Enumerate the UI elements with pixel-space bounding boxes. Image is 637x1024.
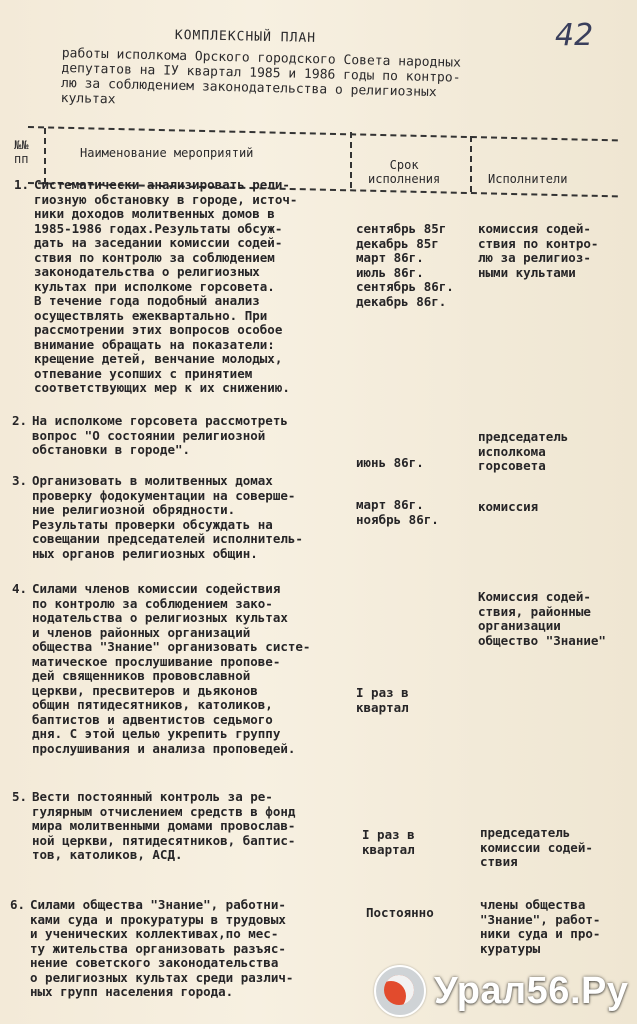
header-divider-1 [44, 128, 46, 184]
watermark-text: Урал56.Ру [434, 969, 629, 1012]
row-executors: комиссия [478, 499, 539, 514]
header-term: Срок исполнения [368, 158, 441, 186]
row-text: Систематически анализировать рели- гиозную обстановку в городе, источ- ники доходов молитвенных домов в 1985-1986 годах.Результаты обсуж- дать на заседании комиссии содей- ствия по контролю за соблюдением законодательства о религиозных культах при исполкоме горсовета. В течение года подобный анализ осуществлять ежеквартально. При рассмотрении этих вопросов особое внимание обращать на показатели: крещение детей, венчание молодых, отпевание усопших с принятием соответствующих мер к их снижению. [34, 177, 298, 395]
row-text: Организовать в молитвенных домах проверку фодокументации на соверше- ние религиозной обрядности. Результаты проверки обсуждать на совещании председателей исполнитель- ных органов религиозных общин. [32, 473, 303, 561]
row-executors: члены общества "Знание", работ- ники суда и про- куратуры [480, 897, 601, 956]
logo-mark-icon [374, 965, 426, 1017]
row-number: 6. [10, 897, 26, 912]
row-number: 4. [12, 581, 28, 596]
row-number: 1. [14, 177, 30, 192]
row-executors: Комиссия содей- ствия, районные организации общество "Знание" [478, 589, 606, 648]
header-divider-3 [470, 136, 472, 192]
row-term: Постоянно [366, 905, 434, 920]
header-executors: Исполнители [488, 172, 568, 186]
row-text: Силами членов комиссии содействия по контролю за соблюдением зако- нодательства о религиозных культах и членов районных организаций общества "Знание" организовать систе- матическое прослушивание пропове- дей священников прововславной церкви, пресвитеров и дьяконов общин пятидесятников, католиков, баптистов и адвентистов седьмого дня. С этой целью укрепить группу прослушивания и анализа проповедей. [32, 581, 311, 756]
row-text: Силами общества "Знание", работни- ками суда и прокуратуры в трудовых и ученических коллективах,по мес- ту жительства организовать разъяс- нение советского законодательства о религиозных культах среди различ- ных групп населения города. [30, 897, 294, 999]
row-term: I раз в квартал [362, 827, 415, 857]
row-executors: председатель исполкома горсовета [478, 429, 569, 473]
row-number: 2. [12, 413, 28, 428]
document-title: КОМПЛЕКСНЫЙ ПЛАН [174, 28, 317, 46]
header-num: №№ пп [14, 138, 29, 166]
row-number: 5. [12, 789, 28, 804]
row-term: сентябрь 85г декабрь 85г март 86г. июль 86г. сентябрь 86г. декабрь 86г. [356, 221, 454, 309]
row-executors: председатель комиссии содей- ствия [480, 825, 593, 869]
row-text: Вести постоянный контроль за ре- гулярным отчислением средств в фонд мира молитвенными домами провослав- ной церкви, пятидесятников, баптис- тов, католиков, АСД. [32, 789, 296, 862]
document-subtitle: работы исполкома Орского городского Совета народных депутатов на IУ квартал 1985 и 1986 годы по контро- лю за соблюдением законодательства о религиозных культах [60, 46, 462, 108]
header-name: Наименование мероприятий [80, 146, 254, 160]
watermark-logo [374, 965, 628, 1017]
row-executors: комиссия содей- ствия по контро- лю за религиоз- ными культами [478, 221, 599, 280]
row-term: I раз в квартал [356, 685, 409, 715]
page-number: 42 [555, 18, 594, 53]
row-term: июнь 86г. [356, 455, 424, 470]
row-text: На исполкоме горсовета рассмотреть вопрос "О состоянии религиозной обстановки в городе". [32, 413, 288, 457]
row-term: март 86г. ноябрь 86г. [356, 497, 439, 527]
row-number: 3. [12, 473, 28, 488]
header-top-rule [28, 126, 618, 141]
